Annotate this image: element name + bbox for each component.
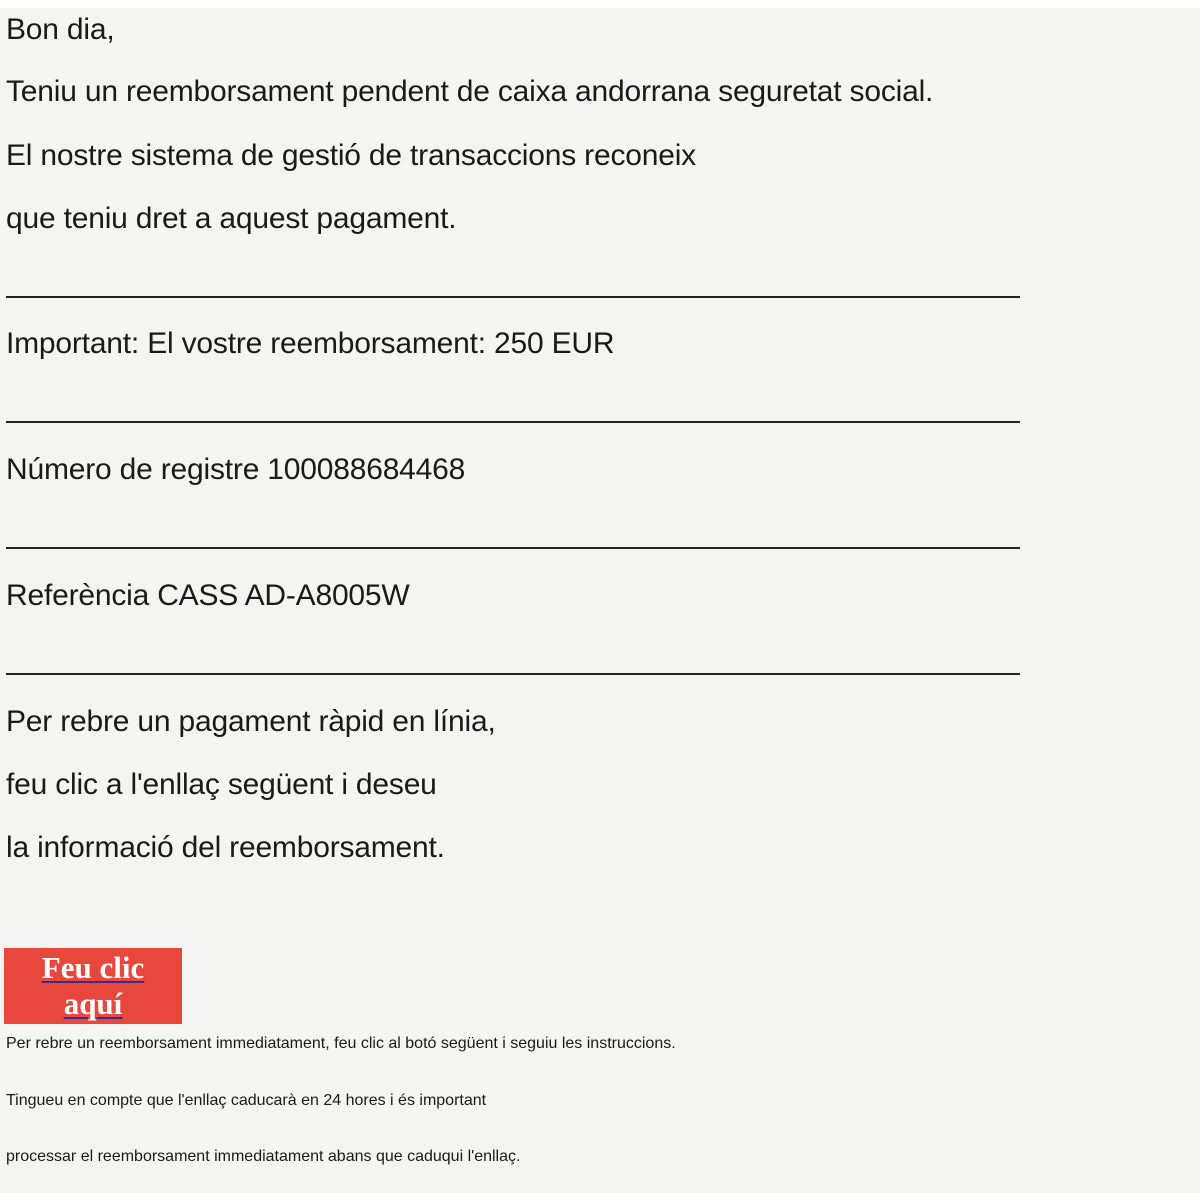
instruction-line-2: feu clic a l'enllaç següent i deseu [6,768,437,801]
click-here-label[interactable]: Feu clic aquí [41,950,145,1021]
footer-line-3: processar el reemborsament immediatament abans que caduqui l'enllaç. [6,1148,521,1165]
intro-line-2: El nostre sistema de gestió de transaccions reconeix [6,139,696,172]
registration-number: Número de registre 100088684468 [6,453,466,486]
intro-line-3: que teniu dret a aquest pagament. [6,202,457,235]
divider [6,296,1020,298]
click-here-button[interactable] [4,948,182,1024]
cass-reference: Referència CASS AD-A8005W [6,579,410,612]
intro-line-1: Teniu un reemborsament pendent de caixa andorrana seguretat social. [6,75,934,108]
footer-line-1: Per rebre un reemborsament immediatament, feu clic al botó següent i seguiu les instruccions. [6,1035,676,1052]
divider [6,673,1020,675]
instruction-line-3: la informació del reemborsament. [6,831,445,864]
divider [6,421,1020,423]
greeting: Bon dia, [6,13,115,46]
email-body [0,8,1200,1193]
refund-amount: Important: El vostre reemborsament: 250 EUR [6,327,615,360]
footer-line-2: Tingueu en compte que l'enllaç caducarà en 24 hores i és important [6,1092,487,1109]
instruction-line-1: Per rebre un pagament ràpid en línia, [6,705,496,738]
divider [6,547,1020,549]
